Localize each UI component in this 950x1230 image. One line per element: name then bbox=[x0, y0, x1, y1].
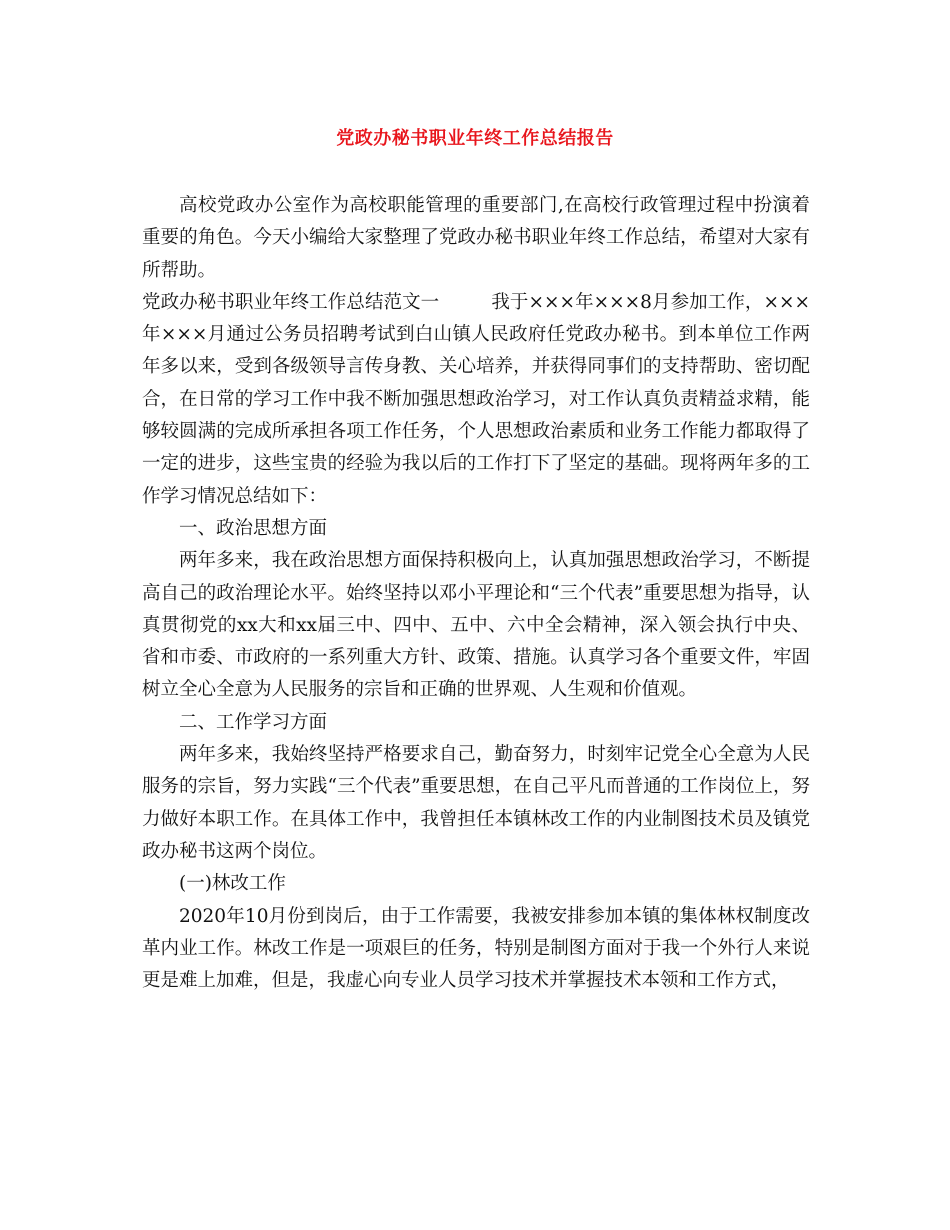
subsection-title-forestry: (一)林改工作 bbox=[179, 873, 286, 895]
document-title: 党政办秘书职业年终工作总结报告 bbox=[336, 128, 614, 149]
section-body-work: 两年多来，我始终坚持严格要求自己，勤奋努力，时刻牢记党全心全意为人民服务的宗旨，努力实践“三个代表”重要思想，在自己平凡而普通的工作岗位上，努力做好本职工作。在具体工作中，我曾担任本镇林改工作的内业制图技术员及镇党政办秘书这两个岗位。 bbox=[142, 744, 810, 862]
section-body-politics: 两年多来，我在政治思想方面保持积极向上，认真加强思想政治学习，不断提高自己的政治理论水平。始终坚持以邓小平理论和“三个代表”重要思想为指导，认真贯彻党的xx大和xx届三中、四中、五中、六中全会精神，深入领会执行中央、省和市委、市政府的一系列重大方针、政策、措施。认真学习各个重要文件，牢固树立全心全意为人民服务的宗旨和正确的世界观、人生观和价值观。 bbox=[142, 550, 810, 701]
sample-paragraph bbox=[142, 287, 810, 513]
subsection-body-forestry: 2020年10月份到岗后，由于工作需要，我被安排参加本镇的集体林权制度改革内业工作。林改工作是一项艰巨的任务，特别是制图方面对于我一个外行人来说更是难上加难，但是，我虚心向专业人员学习技术并掌握技术本领和工作方式， bbox=[142, 905, 810, 992]
intro-paragraph: 高校党政办公室作为高校职能管理的重要部门,在高校行政管理过程中扮演着重要的角色。今天小编给大家整理了党政办秘书职业年终工作总结，希望对大家有所帮助。 bbox=[142, 195, 810, 281]
sample-heading: 党政办秘书职业年终工作总结范文一 bbox=[142, 291, 440, 313]
section-title-politics: 一、政治思想方面 bbox=[179, 517, 328, 539]
sample-first-text: 我于×××年×××8月参加工作，×××年×××月通过公务员招聘考试到白山镇人民政府任党政办秘书。到本单位工作两年多以来，受到各级领导言传身教、关心培养，并获得同事们的支持帮助、密切配合，在日常的学习工作中我不断加强思想政治学习，对工作认真负责精益求精，能够较圆满的完成所承担各项工作任务，个人思想政治素质和业务工作能力都取得了一定的进步，这些宝贵的经验为我以后的工作打下了坚定的基础。现将两年多的工作学习情况总结如下： bbox=[142, 291, 810, 507]
section-title-work: 二、工作学习方面 bbox=[179, 711, 328, 733]
document-body bbox=[142, 190, 810, 997]
